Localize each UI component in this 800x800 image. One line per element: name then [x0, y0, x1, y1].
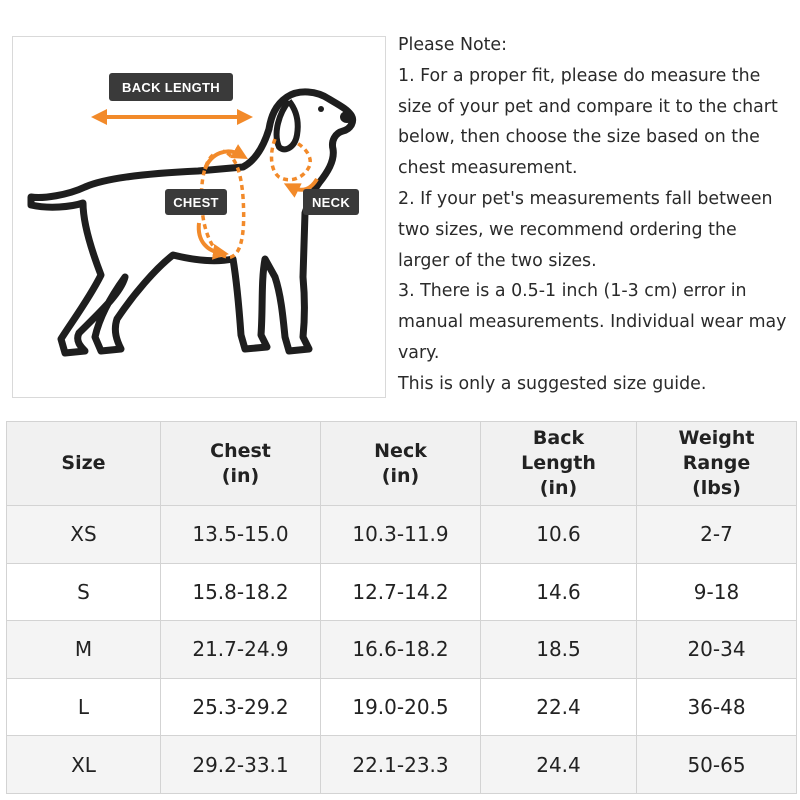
table-header-row: [7, 422, 797, 506]
cell-neck: 16.6-18.2: [321, 621, 481, 679]
cell-size: XS: [7, 506, 161, 564]
table-row: [7, 621, 797, 679]
cell-chest: 21.7-24.9: [161, 621, 321, 679]
note-item: 3. There is a 0.5-1 inch (1-3 cm) error in manual measurements. Individual wear may vary.: [398, 281, 787, 363]
cell-neck: 19.0-20.5: [321, 678, 481, 736]
neck-label: NECK: [303, 189, 359, 215]
table-row: [7, 736, 797, 794]
header-neck: Neck (in): [321, 422, 481, 506]
dog-nose: [340, 111, 354, 123]
size-chart-table: [6, 421, 797, 794]
note-item: 2. If your pet's measurements fall between two sizes, we recommend ordering the larger of the two sizes.: [398, 188, 773, 271]
cell-weight: 50-65: [637, 736, 797, 794]
size-note: [398, 30, 790, 400]
dog-eye: [318, 106, 324, 112]
cell-back-length: 14.6: [481, 563, 637, 621]
table-row: [7, 678, 797, 736]
cell-neck: 22.1-23.3: [321, 736, 481, 794]
cell-chest: 29.2-33.1: [161, 736, 321, 794]
cell-chest: 25.3-29.2: [161, 678, 321, 736]
cell-chest: 13.5-15.0: [161, 506, 321, 564]
cell-chest: 15.8-18.2: [161, 563, 321, 621]
cell-size: L: [7, 678, 161, 736]
dog-measurement-illustration: [12, 36, 386, 398]
cell-neck: 10.3-11.9: [321, 506, 481, 564]
cell-weight: 2-7: [637, 506, 797, 564]
cell-size: XL: [7, 736, 161, 794]
back-length-label: BACK LENGTH: [109, 73, 233, 101]
cell-size: M: [7, 621, 161, 679]
header-chest: Chest (in): [161, 422, 321, 506]
note-item: 1. For a proper fit, please do measure the size of your pet and compare it to the chart below, then choose the size based on the chest measurement.: [398, 65, 778, 179]
cell-back-length: 22.4: [481, 678, 637, 736]
note-footer: This is only a suggested size guide.: [398, 373, 707, 394]
cell-back-length: 18.5: [481, 621, 637, 679]
cell-weight: 9-18: [637, 563, 797, 621]
chest-arrow-bottom: [199, 223, 221, 253]
cell-back-length: 24.4: [481, 736, 637, 794]
cell-size: S: [7, 563, 161, 621]
dog-body-outline: [31, 92, 353, 353]
table-row: [7, 506, 797, 564]
cell-back-length: 10.6: [481, 506, 637, 564]
cell-weight: 20-34: [637, 621, 797, 679]
table-row: [7, 563, 797, 621]
note-title: Please Note:: [398, 35, 507, 55]
header-size: Size: [7, 422, 161, 506]
header-back-length: Back Length (in): [481, 422, 637, 506]
cell-neck: 12.7-14.2: [321, 563, 481, 621]
chest-label: CHEST: [165, 189, 227, 215]
cell-weight: 36-48: [637, 678, 797, 736]
header-weight-range: Weight Range (lbs): [637, 422, 797, 506]
